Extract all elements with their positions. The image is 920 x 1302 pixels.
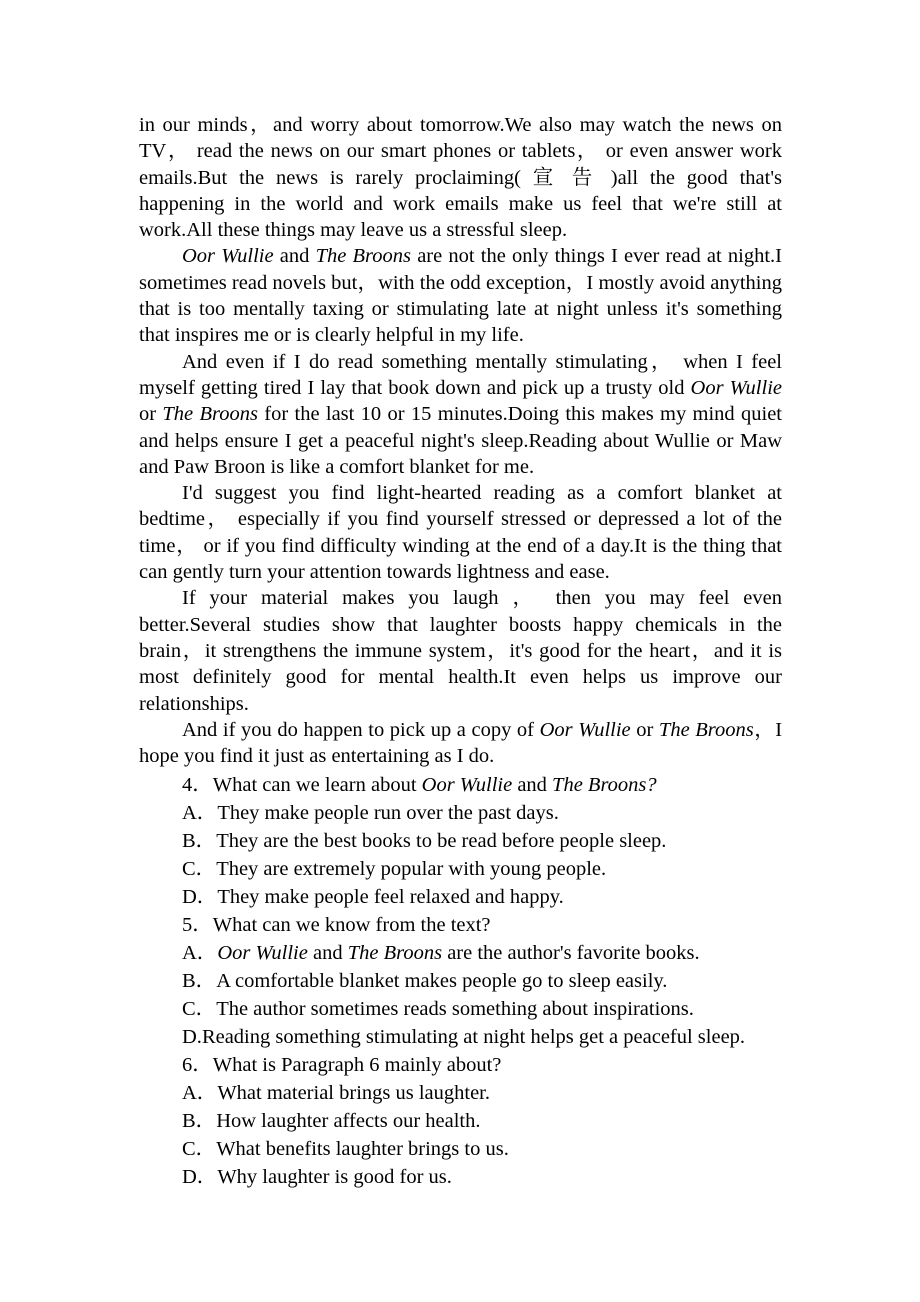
question-6: 6．What is Paragraph 6 mainly about? — [182, 1054, 502, 1077]
question-4-option-c[interactable]: C．They are extremely popular with young people. — [182, 858, 607, 881]
question-5-option-b[interactable]: B．A comfortable blanket makes people go to sleep easily. — [182, 970, 668, 993]
paragraph-5: If your material makes you laugh ， then you may feel even better.Several studies show that laughter boosts happy chemicals in the brain，it strengthens the immune system，it's good for the heart，and it is most definitely good for mental health.It even helps us improve our relationships. — [139, 587, 782, 715]
question-4-option-d[interactable]: D．They make people feel relaxed and happy. — [182, 886, 564, 909]
book-title-the-broons: The Broons — [658, 718, 754, 741]
question-6-option-d[interactable]: D．Why laughter is good for us. — [182, 1166, 452, 1189]
question-4-option-a[interactable]: A．They make people run over the past days. — [182, 802, 559, 825]
book-title-oor-wullie: Oor Wullie — [690, 376, 782, 399]
question-6-option-c[interactable]: C．What benefits laughter brings to us. — [182, 1138, 509, 1161]
paragraph-1: in our minds，and worry about tomorrow.We also may watch the news on TV， read the news on our smart phones or tablets， or even answer work emails.But the news is rarely proclaiming( 宣 告 )all the good that's happening in the world and work emails make us feel that we're still at work.All these things may leave us a stressful sleep. — [139, 114, 782, 242]
question-5-option-c[interactable]: C．The author sometimes reads something about inspirations. — [182, 998, 694, 1021]
question-4: 4．What can we learn about Oor Wullie and The Broons? — [182, 774, 657, 797]
book-title-oor-wullie: Oor Wullie — [182, 245, 274, 268]
question-5: 5．What can we know from the text? — [182, 914, 491, 937]
book-title-the-broons: The Broons — [162, 403, 258, 426]
paragraph-3: And even if I do read something mentally stimulating， when I feel myself getting tired I lay that book down and pick up a trusty old Oor Wullie or The Broons for the last 10 or 15 minutes.Doing this makes my mind quiet and helps ensure I get a peaceful night's sleep.Reading about Wullie or Maw and Paw Broon is like a comfort blanket for me. — [139, 350, 782, 478]
document-page — [139, 112, 782, 1191]
paragraph-4: I'd suggest you find light-hearted reading as a comfort blanket at bedtime， especially if you find yourself stressed or depressed a lot of the time， or if you find difficulty winding at the end of a day.It is the thing that can gently turn your attention towards lightness and ease. — [139, 482, 782, 584]
question-list — [139, 771, 782, 1191]
question-6-option-a[interactable]: A．What material brings us laughter. — [182, 1082, 490, 1105]
question-5-option-a[interactable]: A．Oor Wullie and The Broons are the author's favorite books. — [182, 942, 700, 965]
paragraph-6: And if you do happen to pick up a copy of Oor Wullie or The Broons，I hope you find it just as entertaining as I do. — [139, 718, 783, 768]
question-6-option-b[interactable]: B．How laughter affects our health. — [182, 1110, 481, 1133]
book-title-oor-wullie: Oor Wullie — [539, 718, 631, 741]
paragraph-2: Oor Wullie and The Broons are not the only things I ever read at night.I sometimes read novels but，with the odd exception，I mostly avoid anything that is too mentally taxing or stimulating late at night unless it's something that inspires me or is clearly helpful in my life. — [139, 245, 783, 347]
question-4-option-b[interactable]: B．They are the best books to be read before people sleep. — [182, 830, 667, 853]
question-5-option-d[interactable]: D.Reading something stimulating at night helps get a peaceful sleep. — [182, 1026, 746, 1049]
book-title-the-broons: The Broons — [315, 245, 412, 268]
